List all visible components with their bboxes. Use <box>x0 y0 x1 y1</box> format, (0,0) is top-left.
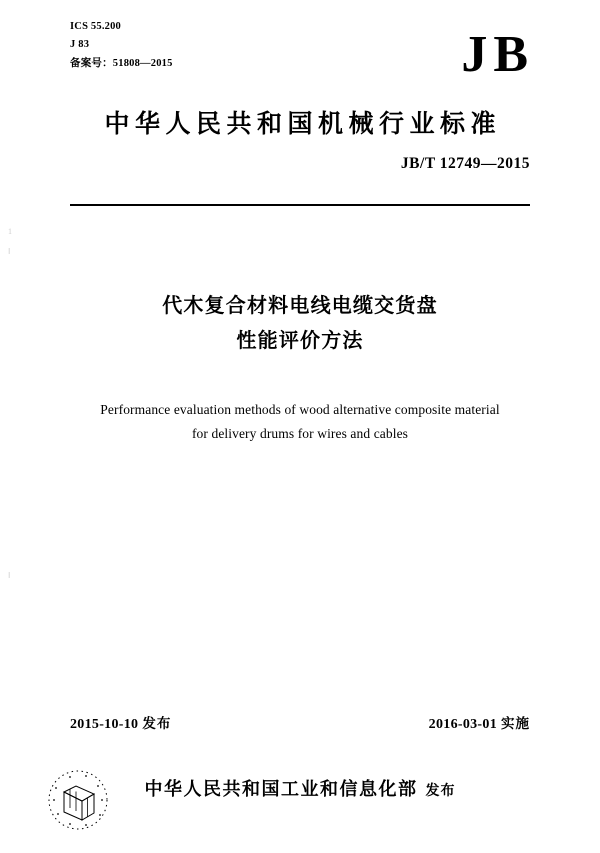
jb-logo: JB <box>461 26 534 83</box>
document-title-en-line2: for delivery drums for wires and cables <box>191 426 409 442</box>
header-row <box>70 18 534 83</box>
margin-mark-mid: Ⅰ <box>8 571 11 580</box>
record-number: 备案号：51808—2015 <box>70 57 173 69</box>
publisher-line <box>0 775 600 801</box>
standard-series-title: 中华人民共和国机械行业标准 <box>104 109 501 138</box>
document-title-line1: 代木复合材料电线电缆交货盘 <box>162 293 438 317</box>
margin-mark-upper: 1 <box>8 227 12 236</box>
publisher-suffix: 发布 <box>425 783 456 799</box>
standard-number: JB/T 12749—2015 <box>400 155 530 172</box>
document-title <box>0 288 600 358</box>
publisher-name: 中华人民共和国工业和信息化部 <box>144 779 418 800</box>
document-title-english <box>0 398 600 447</box>
margin-mark-lower: Ⅰ <box>8 247 11 256</box>
document-title-line2: 性能评价方法 <box>236 328 364 352</box>
effective-date-block <box>429 712 530 733</box>
effective-date-label: 实施 <box>501 716 530 732</box>
document-title-en-line1: Performance evaluation methods of wood alternative composite material <box>100 402 500 417</box>
header-divider <box>70 204 530 206</box>
ics-code: ICS 55.200 <box>70 21 122 32</box>
issue-date-label: 发布 <box>142 716 172 732</box>
effective-date: 2016-03-01 <box>428 717 497 732</box>
issue-date: 2015-10-10 <box>70 717 139 732</box>
ics-block <box>70 18 173 73</box>
issue-date-block <box>70 712 171 733</box>
classification-code: J 83 <box>70 39 90 51</box>
dates-row <box>70 712 530 733</box>
